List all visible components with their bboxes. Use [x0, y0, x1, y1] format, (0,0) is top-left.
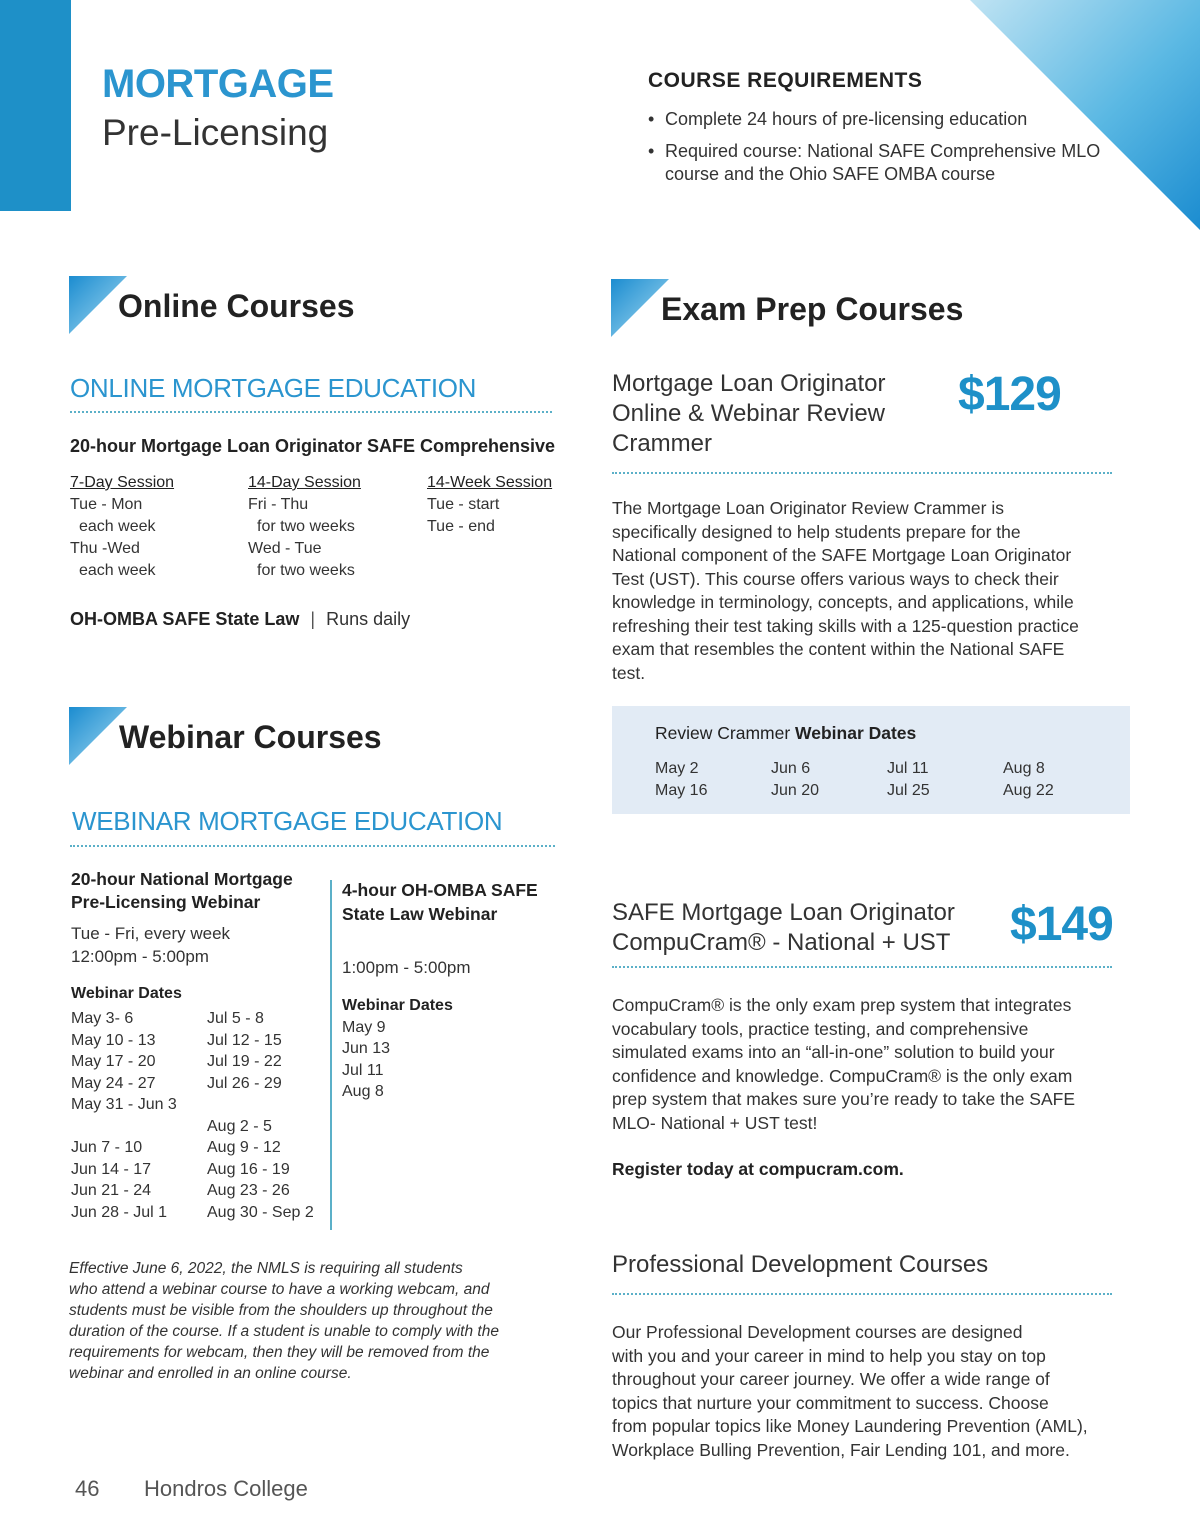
para-line: vocabulary tools, practice testing, and comprehensive	[612, 1018, 1029, 1039]
course-name-line: Crammer	[612, 430, 712, 457]
session-line: Thu -Wed	[70, 540, 140, 557]
para-line: Workplace Bulling Prevention, Fair Lending 101, and more.	[612, 1439, 1070, 1460]
webinar-date: Aug 23 - 26	[207, 1182, 290, 1199]
national-webinar-block	[71, 868, 326, 1005]
webinar-date	[71, 1116, 201, 1138]
national-webinar-title-1: 20-hour National Mortgage	[71, 869, 293, 889]
review-date: Jul 25	[887, 781, 930, 799]
para-line: simulated exams into an “all-in-one” solution to build your	[612, 1042, 1055, 1062]
session-line: for two weeks	[257, 518, 355, 535]
review-dates-title	[655, 723, 916, 744]
note-line: webinar and enrolled in an online course.	[69, 1365, 352, 1382]
requirements-title: COURSE REQUIREMENTS	[648, 69, 923, 92]
para-line: test.	[612, 662, 646, 683]
online-course-title: 20-hour Mortgage Loan Originator SAFE Comprehensive	[70, 436, 556, 456]
note-line: students must be visible from the shoulders up throughout the	[69, 1302, 493, 1319]
register-link[interactable]: Register today at compucram.com.	[612, 1159, 904, 1179]
online-education-heading: ONLINE MORTGAGE EDUCATION	[70, 373, 477, 403]
webinar-date: Jul 26 - 29	[207, 1074, 282, 1092]
webinar-date: May 10 - 13	[71, 1031, 156, 1049]
review-date: Aug 22	[1003, 781, 1054, 799]
session-title: 14-Week Session	[427, 474, 553, 491]
webinar-date: Aug 30 - Sep 2	[207, 1203, 314, 1221]
session-line: each week	[79, 518, 156, 535]
session-line: Fri - Thu	[248, 496, 309, 513]
session-title: 7-Day Session	[70, 474, 175, 491]
course-name-line: Online & Webinar Review	[612, 400, 886, 427]
session-7-day	[70, 474, 240, 582]
webinar-date: Jul 12 - 15	[207, 1031, 282, 1049]
webinar-date: Jun 13	[342, 1040, 391, 1057]
divider	[612, 472, 1112, 474]
session-title: 14-Day Session	[248, 474, 361, 491]
para-line: confidence and knowledge. CompuCram® is the only exam	[612, 1065, 1073, 1086]
para-line: The Mortgage Loan Originator Review Crammer is	[612, 498, 1004, 518]
para-line: throughout your career journey. We offer a wide range of	[612, 1369, 1050, 1389]
session-line: Wed - Tue	[248, 540, 322, 557]
note-line: who attend a webinar course to have a working webcam, and	[69, 1281, 490, 1298]
professional-dev-title: Professional Development Courses	[612, 1251, 989, 1278]
webinar-courses-title: Webinar Courses	[119, 719, 382, 755]
review-date: May 16	[655, 781, 708, 799]
webinar-date: Aug 2 - 5	[207, 1117, 272, 1135]
para-line: from popular topics like Money Laundering Prevention (AML),	[612, 1416, 1088, 1436]
crammer-description	[612, 497, 1152, 685]
webinar-date: Jul 19 - 22	[207, 1053, 282, 1070]
webinar-date: May 3- 6	[71, 1010, 134, 1027]
review-date: Jun 20	[771, 781, 820, 799]
state-webinar-time: 1:00pm - 5:00pm	[342, 958, 471, 977]
state-law-name: OH-OMBA SAFE State Law	[70, 609, 300, 629]
webinar-date: Aug 16 - 19	[207, 1160, 290, 1178]
page-number: 46	[75, 1476, 100, 1501]
webinar-date: Jun 7 - 10	[71, 1139, 143, 1156]
page-subtitle: Pre-Licensing	[102, 112, 329, 153]
webinar-date: Jun 21 - 24	[71, 1182, 152, 1199]
para-line: National component of the SAFE Mortgage Loan Originator	[612, 545, 1072, 565]
para-line: Our Professional Development courses are designed	[612, 1322, 1023, 1342]
para-line: topics that nurture your commitment to success. Choose	[612, 1392, 1049, 1413]
webinar-date: May 24 - 27	[71, 1074, 156, 1092]
review-dates-col	[771, 758, 819, 801]
course-name-line: CompuCram® - National + UST	[612, 929, 951, 956]
webinar-date: Aug 9 - 12	[207, 1139, 281, 1156]
para-line: exam that resembles the content within the National SAFE	[612, 639, 1065, 659]
review-dates-title-prefix: Review Crammer	[655, 723, 791, 743]
state-law-schedule: Runs daily	[326, 609, 411, 629]
column-divider	[330, 880, 332, 1230]
compucram-price: $149	[1010, 898, 1113, 951]
webinar-date: May 17 - 20	[71, 1053, 156, 1070]
separator: |	[310, 609, 316, 629]
note-line: requirements for webcam, then they will be removed from the	[69, 1344, 490, 1361]
requirements-list	[648, 108, 1108, 195]
national-webinar-days: Tue - Fri, every week	[71, 924, 231, 943]
para-line: knowledge in terminology, concepts, and applications, while	[612, 592, 1074, 612]
review-dates-col	[1003, 758, 1054, 801]
session-line: for two weeks	[257, 562, 355, 579]
national-dates-col-2	[207, 1008, 327, 1223]
webinar-date: May 9	[342, 1018, 386, 1036]
para-line: specifically designed to help students prepare for the	[612, 521, 1021, 542]
webinar-date: Jul 11	[342, 1061, 384, 1079]
national-webinar-time: 12:00pm - 5:00pm	[71, 947, 209, 966]
online-courses-title: Online Courses	[118, 288, 355, 324]
review-date: Aug 8	[1003, 760, 1045, 777]
review-dates-col	[655, 758, 707, 801]
state-law-line	[70, 609, 410, 630]
session-line: each week	[79, 562, 156, 579]
crammer-course-name	[612, 369, 942, 459]
exam-prep-title: Exam Prep Courses	[661, 291, 964, 327]
webinar-dates-label: Webinar Dates	[71, 985, 182, 1002]
national-dates-col-1	[71, 1008, 201, 1223]
requirement-item: • Required course: National SAFE Comprehensive MLO course and the Ohio SAFE OMBA course	[648, 140, 1108, 186]
state-webinar-block	[342, 878, 567, 1103]
session-line: Tue - start	[427, 496, 500, 513]
divider	[70, 411, 552, 413]
divider	[70, 845, 555, 847]
webinar-date	[207, 1094, 327, 1116]
review-date: Jul 11	[887, 760, 929, 777]
national-webinar-title-2: Pre-Licensing Webinar	[71, 892, 261, 912]
para-line: prep system that makes sure you’re ready to take the SAFE	[612, 1089, 1075, 1109]
session-14-day	[248, 474, 418, 582]
session-line: Tue - end	[427, 518, 495, 535]
note-line: Effective June 6, 2022, the NMLS is requiring all students	[69, 1260, 463, 1277]
divider	[612, 966, 1112, 968]
compucram-description	[612, 994, 1152, 1135]
session-14-week	[427, 474, 597, 538]
state-webinar-title-2: State Law Webinar	[342, 904, 498, 924]
para-line: refreshing their test taking skills with a 125-question practice	[612, 615, 1079, 636]
compucram-course-name	[612, 898, 1012, 958]
webinar-date: Jul 5 - 8	[207, 1010, 264, 1027]
para-line: MLO- National + UST test!	[612, 1112, 818, 1133]
review-dates-col	[887, 758, 930, 801]
session-line: Tue - Mon	[70, 496, 143, 513]
footer-college-name: Hondros College	[144, 1476, 308, 1501]
requirement-item: • Complete 24 hours of pre-licensing education	[648, 108, 1108, 131]
para-line: with you and your career in mind to help you stay on top	[612, 1345, 1046, 1366]
header-color-bar	[0, 0, 71, 211]
course-name-line: Mortgage Loan Originator	[612, 370, 886, 397]
course-name-line: SAFE Mortgage Loan Originator	[612, 899, 955, 926]
webinar-dates-label: Webinar Dates	[342, 997, 453, 1014]
para-line: Test (UST). This course offers various ways to check their	[612, 568, 1059, 589]
page-title: MORTGAGE	[102, 62, 334, 106]
webinar-date: Aug 8	[342, 1083, 384, 1100]
crammer-price: $129	[958, 368, 1061, 421]
review-dates-title-bold: Webinar Dates	[795, 723, 917, 743]
webinar-date: May 31 - Jun 3	[71, 1096, 177, 1113]
professional-dev-description	[612, 1321, 1152, 1462]
review-date: Jun 6	[771, 760, 811, 777]
webinar-date: Jun 28 - Jul 1	[71, 1203, 168, 1221]
webinar-date: Jun 14 - 17	[71, 1160, 152, 1178]
webcam-note	[69, 1258, 569, 1384]
webinar-education-heading: WEBINAR MORTGAGE EDUCATION	[72, 806, 503, 836]
review-date: May 2	[655, 760, 699, 777]
divider	[612, 1293, 1112, 1295]
note-line: duration of the course. If a student is unable to comply with the	[69, 1323, 499, 1340]
para-line: CompuCram® is the only exam prep system that integrates	[612, 995, 1072, 1015]
state-webinar-title-1: 4-hour OH-OMBA SAFE	[342, 880, 538, 900]
